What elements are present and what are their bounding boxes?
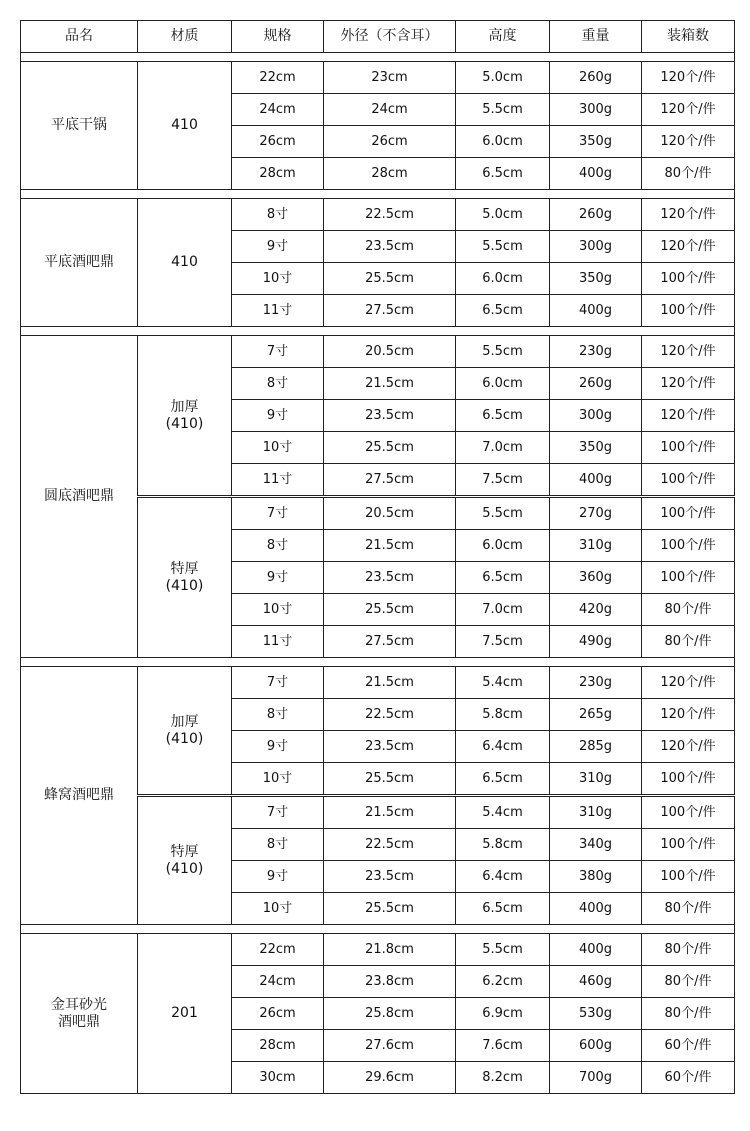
height-cell: 6.5cm [456,763,550,796]
size-cell: 10寸 [232,763,324,796]
size-cell: 11寸 [232,626,324,658]
table-row [21,667,735,699]
carton-qty-cell: 120个/件 [642,699,735,731]
table-row [21,934,735,966]
height-cell: 5.4cm [456,667,550,699]
carton-qty-cell: 80个/件 [642,594,735,626]
size-cell: 11寸 [232,464,324,497]
height-cell: 5.8cm [456,829,550,861]
carton-qty-cell: 120个/件 [642,199,735,231]
header-row [21,21,735,53]
height-cell: 6.2cm [456,966,550,998]
header-product-name: 品名 [21,21,138,53]
height-cell: 6.4cm [456,861,550,893]
height-cell: 5.0cm [456,199,550,231]
outer-diameter-cell: 27.5cm [324,626,456,658]
header-carton-qty: 装箱数 [642,21,735,53]
weight-cell: 600g [550,1030,642,1062]
height-cell: 7.0cm [456,432,550,464]
carton-qty-cell: 80个/件 [642,893,735,925]
size-cell: 10寸 [232,263,324,295]
size-cell: 26cm [232,998,324,1030]
product-name-cell: 平底酒吧鼎 [21,199,138,327]
outer-diameter-cell: 20.5cm [324,336,456,368]
header-material: 材质 [138,21,232,53]
weight-cell: 260g [550,62,642,94]
weight-cell: 400g [550,934,642,966]
outer-diameter-cell: 22.5cm [324,699,456,731]
carton-qty-cell: 100个/件 [642,263,735,295]
carton-qty-cell: 100个/件 [642,530,735,562]
outer-diameter-cell: 21.8cm [324,934,456,966]
outer-diameter-cell: 21.5cm [324,368,456,400]
weight-cell: 420g [550,594,642,626]
group-separator [21,53,735,62]
outer-diameter-cell: 25.5cm [324,763,456,796]
weight-cell: 310g [550,530,642,562]
carton-qty-cell: 120个/件 [642,336,735,368]
group-separator [21,925,735,934]
size-cell: 8寸 [232,530,324,562]
outer-diameter-cell: 23.5cm [324,562,456,594]
group-separator-cell [21,327,735,336]
product-name-cell: 圆底酒吧鼎 [21,336,138,658]
table-row [21,62,735,94]
weight-cell: 400g [550,158,642,190]
height-cell: 6.5cm [456,400,550,432]
carton-qty-cell: 120个/件 [642,400,735,432]
height-cell: 6.5cm [456,158,550,190]
carton-qty-cell: 100个/件 [642,829,735,861]
outer-diameter-cell: 25.5cm [324,594,456,626]
carton-qty-cell: 100个/件 [642,562,735,594]
carton-qty-cell: 100个/件 [642,432,735,464]
header-size: 规格 [232,21,324,53]
size-cell: 7寸 [232,336,324,368]
carton-qty-cell: 80个/件 [642,158,735,190]
header-outer-diameter: 外径（不含耳） [324,21,456,53]
carton-qty-cell: 100个/件 [642,861,735,893]
size-cell: 9寸 [232,400,324,432]
outer-diameter-cell: 22.5cm [324,829,456,861]
outer-diameter-cell: 23cm [324,62,456,94]
weight-cell: 310g [550,796,642,829]
height-cell: 6.0cm [456,368,550,400]
group-separator [21,658,735,667]
height-cell: 7.6cm [456,1030,550,1062]
material-cell: 410 [138,62,232,190]
height-cell: 6.5cm [456,562,550,594]
table-body [21,21,735,1094]
carton-qty-cell: 80个/件 [642,998,735,1030]
weight-cell: 300g [550,94,642,126]
size-cell: 28cm [232,1030,324,1062]
height-cell: 6.0cm [456,530,550,562]
weight-cell: 400g [550,464,642,497]
height-cell: 5.8cm [456,699,550,731]
outer-diameter-cell: 21.5cm [324,796,456,829]
carton-qty-cell: 100个/件 [642,796,735,829]
weight-cell: 490g [550,626,642,658]
carton-qty-cell: 60个/件 [642,1062,735,1094]
height-cell: 5.5cm [456,336,550,368]
outer-diameter-cell: 24cm [324,94,456,126]
outer-diameter-cell: 23.5cm [324,731,456,763]
outer-diameter-cell: 23.5cm [324,861,456,893]
product-name-cell: 蜂窝酒吧鼎 [21,667,138,925]
weight-cell: 300g [550,231,642,263]
carton-qty-cell: 100个/件 [642,497,735,530]
weight-cell: 350g [550,126,642,158]
material-cell: 特厚 (410) [138,796,232,925]
carton-qty-cell: 80个/件 [642,934,735,966]
size-cell: 26cm [232,126,324,158]
weight-cell: 310g [550,763,642,796]
product-name-cell: 金耳砂光 酒吧鼎 [21,934,138,1094]
weight-cell: 230g [550,336,642,368]
header-weight: 重量 [550,21,642,53]
carton-qty-cell: 120个/件 [642,126,735,158]
carton-qty-cell: 120个/件 [642,731,735,763]
carton-qty-cell: 100个/件 [642,295,735,327]
group-separator-cell [21,53,735,62]
weight-cell: 350g [550,432,642,464]
height-cell: 5.5cm [456,94,550,126]
height-cell: 6.4cm [456,731,550,763]
height-cell: 6.9cm [456,998,550,1030]
weight-cell: 270g [550,497,642,530]
size-cell: 8寸 [232,699,324,731]
weight-cell: 400g [550,295,642,327]
outer-diameter-cell: 25.5cm [324,263,456,295]
weight-cell: 350g [550,263,642,295]
outer-diameter-cell: 23.5cm [324,400,456,432]
outer-diameter-cell: 27.6cm [324,1030,456,1062]
size-cell: 30cm [232,1062,324,1094]
weight-cell: 380g [550,861,642,893]
height-cell: 7.0cm [456,594,550,626]
outer-diameter-cell: 27.5cm [324,295,456,327]
outer-diameter-cell: 21.5cm [324,667,456,699]
weight-cell: 260g [550,199,642,231]
weight-cell: 530g [550,998,642,1030]
height-cell: 5.4cm [456,796,550,829]
size-cell: 22cm [232,62,324,94]
size-cell: 9寸 [232,562,324,594]
carton-qty-cell: 120个/件 [642,667,735,699]
outer-diameter-cell: 25.5cm [324,432,456,464]
weight-cell: 400g [550,893,642,925]
weight-cell: 340g [550,829,642,861]
carton-qty-cell: 100个/件 [642,464,735,497]
outer-diameter-cell: 29.6cm [324,1062,456,1094]
height-cell: 6.5cm [456,295,550,327]
carton-qty-cell: 80个/件 [642,966,735,998]
outer-diameter-cell: 26cm [324,126,456,158]
weight-cell: 460g [550,966,642,998]
size-cell: 7寸 [232,667,324,699]
size-cell: 9寸 [232,861,324,893]
height-cell: 8.2cm [456,1062,550,1094]
group-separator [21,190,735,199]
carton-qty-cell: 60个/件 [642,1030,735,1062]
group-separator-cell [21,925,735,934]
size-cell: 10寸 [232,432,324,464]
height-cell: 6.0cm [456,126,550,158]
outer-diameter-cell: 20.5cm [324,497,456,530]
size-cell: 7寸 [232,497,324,530]
height-cell: 5.0cm [456,62,550,94]
height-cell: 7.5cm [456,464,550,497]
size-cell: 24cm [232,94,324,126]
height-cell: 5.5cm [456,934,550,966]
outer-diameter-cell: 22.5cm [324,199,456,231]
header-height: 高度 [456,21,550,53]
weight-cell: 700g [550,1062,642,1094]
size-cell: 8寸 [232,829,324,861]
weight-cell: 300g [550,400,642,432]
carton-qty-cell: 120个/件 [642,231,735,263]
size-cell: 22cm [232,934,324,966]
group-separator [21,327,735,336]
outer-diameter-cell: 23.8cm [324,966,456,998]
weight-cell: 285g [550,731,642,763]
carton-qty-cell: 100个/件 [642,763,735,796]
table-row [21,199,735,231]
outer-diameter-cell: 25.8cm [324,998,456,1030]
size-cell: 9寸 [232,231,324,263]
size-cell: 10寸 [232,594,324,626]
height-cell: 7.5cm [456,626,550,658]
product-name-cell: 平底干锅 [21,62,138,190]
outer-diameter-cell: 23.5cm [324,231,456,263]
carton-qty-cell: 80个/件 [642,626,735,658]
material-cell: 加厚 (410) [138,667,232,796]
size-cell: 24cm [232,966,324,998]
material-cell: 特厚 (410) [138,497,232,658]
outer-diameter-cell: 21.5cm [324,530,456,562]
group-separator-cell [21,658,735,667]
size-cell: 8寸 [232,368,324,400]
carton-qty-cell: 120个/件 [642,368,735,400]
height-cell: 6.5cm [456,893,550,925]
height-cell: 6.0cm [456,263,550,295]
material-cell: 410 [138,199,232,327]
outer-diameter-cell: 25.5cm [324,893,456,925]
size-cell: 8寸 [232,199,324,231]
group-separator-cell [21,190,735,199]
outer-diameter-cell: 28cm [324,158,456,190]
product-spec-table [20,20,735,1094]
carton-qty-cell: 120个/件 [642,62,735,94]
size-cell: 7寸 [232,796,324,829]
height-cell: 5.5cm [456,231,550,263]
weight-cell: 360g [550,562,642,594]
material-cell: 加厚 (410) [138,336,232,497]
size-cell: 9寸 [232,731,324,763]
weight-cell: 260g [550,368,642,400]
height-cell: 5.5cm [456,497,550,530]
table-row [21,336,735,368]
size-cell: 10寸 [232,893,324,925]
weight-cell: 265g [550,699,642,731]
material-cell: 201 [138,934,232,1094]
carton-qty-cell: 120个/件 [642,94,735,126]
size-cell: 11寸 [232,295,324,327]
size-cell: 28cm [232,158,324,190]
outer-diameter-cell: 27.5cm [324,464,456,497]
weight-cell: 230g [550,667,642,699]
